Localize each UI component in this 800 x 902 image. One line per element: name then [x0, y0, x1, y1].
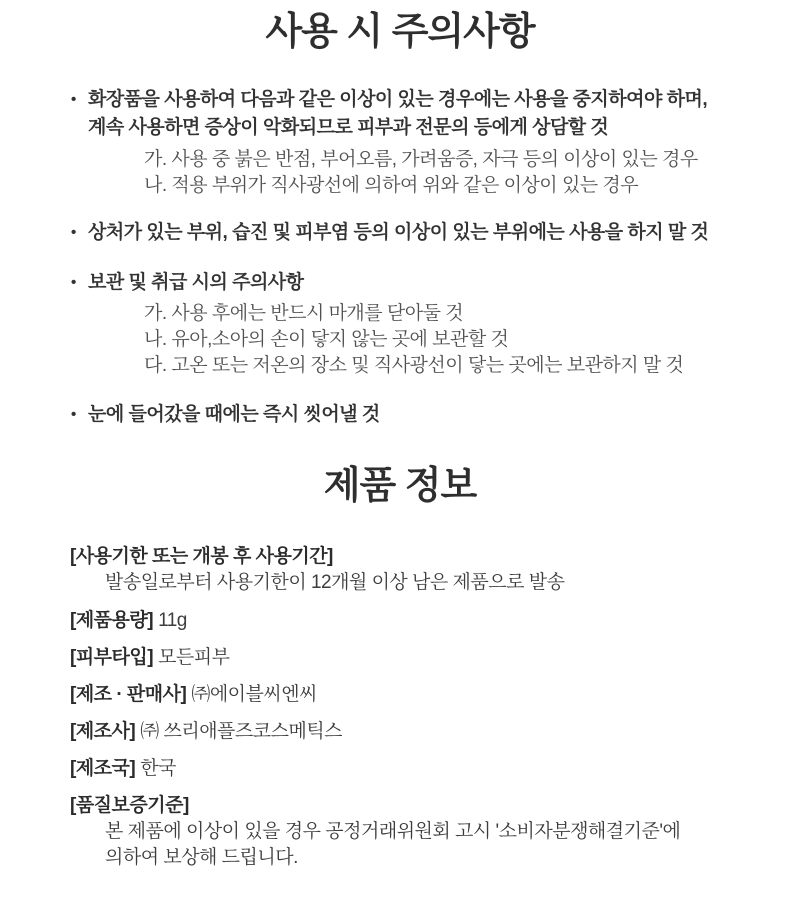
precautions-section — [0, 0, 800, 429]
info-value: ㈜에이블씨엔씨 — [191, 684, 317, 705]
product-info-list — [0, 545, 800, 871]
precaution-item-eyes — [71, 401, 753, 429]
precaution-text-line: 계속 사용하면 증상이 악화되므로 피부과 전문의 등에게 상담할 것 — [88, 117, 609, 138]
info-entry-seller — [70, 683, 800, 707]
info-label: [피부타입] — [70, 647, 154, 668]
precautions-title: 사용 시 주의사항 — [265, 11, 535, 53]
info-value-line: 발송일로부터 사용기한이 12개월 이상 남은 제품으로 발송 — [105, 572, 565, 593]
info-entry-manufacturer — [70, 720, 800, 744]
info-entry-skin-type — [70, 646, 800, 670]
precaution-text-line: 눈에 들어갔을 때에는 즉시 씻어낼 것 — [88, 404, 380, 425]
product-info-section — [0, 429, 800, 871]
bullet-icon: • — [71, 91, 76, 108]
info-value-line: 의하여 보상해 드립니다. — [105, 847, 298, 868]
info-label: [제품용량] — [70, 610, 154, 631]
bullet-icon: • — [71, 274, 76, 291]
info-label: [제조사] — [70, 721, 136, 742]
precaution-item-storage — [71, 269, 753, 297]
precaution-text-line: 보관 및 취급 시의 주의사항 — [88, 272, 304, 293]
info-value: 한국 — [140, 758, 176, 779]
precaution-item-stop-use — [71, 86, 753, 142]
info-value: ㈜ 쓰리애플즈코스메틱스 — [140, 721, 343, 742]
sub-item: 가. 사용 중 붉은 반점, 부어오름, 가려움증, 자극 등의 이상이 있는 경우 — [144, 149, 698, 170]
precautions-list — [0, 86, 800, 429]
info-entry-country — [70, 757, 800, 781]
precaution-text-line: 화장품을 사용하여 다음과 같은 이상이 있는 경우에는 사용을 중지하여야 하며, — [88, 89, 708, 110]
info-label: [사용기한 또는 개봉 후 사용기간] — [70, 546, 333, 567]
bullet-icon: • — [71, 224, 76, 241]
sub-item: 나. 유아,소아의 손이 닿지 않는 곳에 보관할 것 — [144, 329, 509, 350]
info-value: 11g — [158, 610, 187, 631]
info-value-line: 본 제품에 이상이 있을 경우 공정거래위원회 고시 '소비자분쟁해결기준'에 — [105, 821, 681, 842]
info-value: 모든피부 — [158, 647, 230, 668]
precaution-text-line: 상처가 있는 부위, 습진 및 피부염 등의 이상이 있는 부위에는 사용을 하지 말 것 — [88, 222, 709, 243]
precaution-subitems-storage — [144, 301, 800, 379]
sub-item: 다. 고온 또는 저온의 장소 및 직사광선이 닿는 곳에는 보관하지 말 것 — [144, 355, 684, 376]
sub-item: 가. 사용 후에는 반드시 마개를 닫아둘 것 — [144, 303, 464, 324]
info-entry-volume — [70, 609, 800, 633]
info-entry-warranty — [70, 794, 800, 871]
product-info-title: 제품 정보 — [323, 465, 477, 507]
info-label: [제조 · 판매사] — [70, 684, 187, 705]
precaution-item-wounded-area — [71, 219, 753, 247]
info-label: [품질보증기준] — [70, 795, 189, 816]
sub-item: 나. 적용 부위가 직사광선에 의하여 위와 같은 이상이 있는 경우 — [144, 175, 639, 196]
bullet-icon: • — [71, 406, 76, 423]
precaution-subitems-stop-use — [144, 147, 800, 199]
info-label: [제조국] — [70, 758, 136, 779]
info-entry-expiry — [70, 545, 800, 596]
